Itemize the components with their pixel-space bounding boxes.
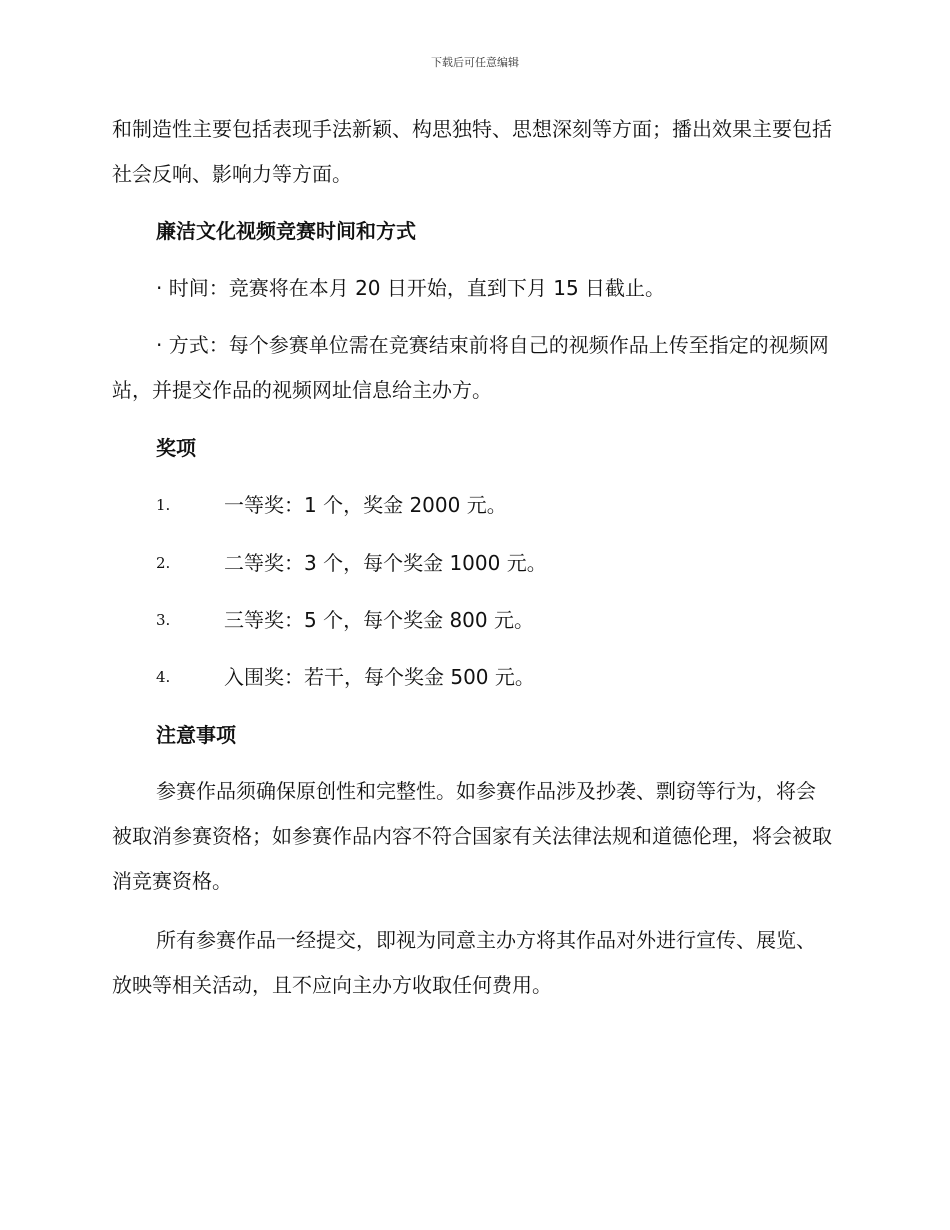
page-header: 下载后可任意编辑 xyxy=(431,56,519,69)
list-text: 一等奖：1 个，奖金 2000 元。 xyxy=(224,493,507,517)
list-text: 二等奖：3 个，每个奖金 1000 元。 xyxy=(224,551,547,575)
list-text: 入围奖：若干，每个奖金 500 元。 xyxy=(224,665,535,689)
heading-awards: 奖项 xyxy=(156,436,196,460)
paragraph-note-originality: 参赛作品须确保原创性和完整性。如参赛作品涉及抄袭、剽窃等行为，将会被取消参赛资格；如参赛作品内容不符合国家有关法律法规和道德伦理，将会被取消竞赛资格。 xyxy=(112,779,832,893)
list-number: 3. xyxy=(156,611,171,629)
paragraph-note-rights: 所有参赛作品一经提交，即视为同意主办方将其作品对外进行宣传、展览、放映等相关活动，且不应向主办方收取任何费用。 xyxy=(112,928,816,997)
paragraph-method: · 方式：每个参赛单位需在竞赛结束前将自己的视频作品上传至指定的视频网站，并提交作品的视频网址信息给主办方。 xyxy=(112,333,829,402)
paragraph-criteria: 和制造性主要包括表现手法新颖、构思独特、思想深刻等方面；播出效果主要包括社会反响、影响力等方面。 xyxy=(112,117,832,186)
heading-notes: 注意事项 xyxy=(156,723,236,747)
list-number: 4. xyxy=(156,668,171,686)
list-number: 1. xyxy=(156,496,171,514)
list-number: 2. xyxy=(156,554,171,572)
heading-schedule: 廉洁文化视频竞赛时间和方式 xyxy=(156,219,416,243)
paragraph-time: · 时间：竞赛将在本月 20 日开始，直到下月 15 日截止。 xyxy=(156,276,666,300)
list-text: 三等奖：5 个，每个奖金 800 元。 xyxy=(224,608,534,632)
